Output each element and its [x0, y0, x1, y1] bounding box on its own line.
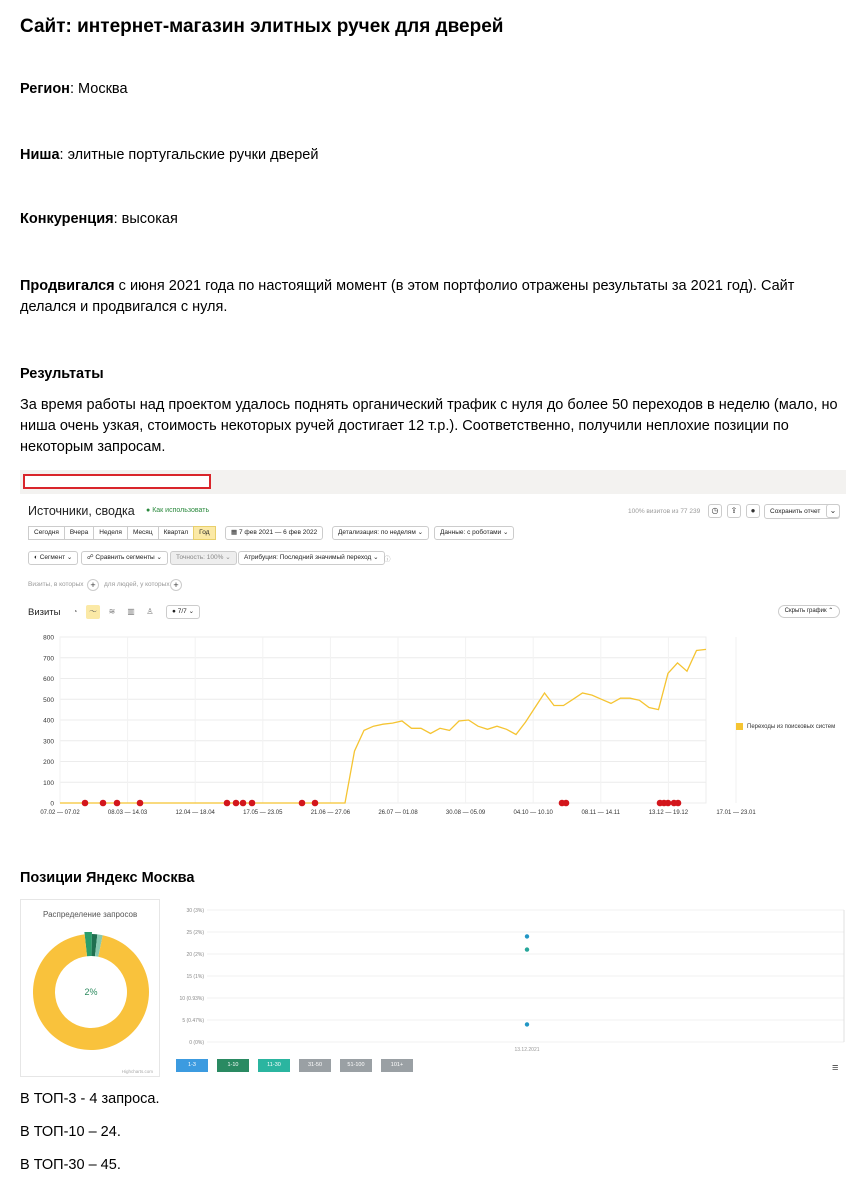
range-button-1-3[interactable]: 1-3: [176, 1059, 208, 1072]
chart-legend[interactable]: [736, 723, 835, 730]
y-tick-label: 300: [43, 738, 54, 746]
detail-text: Детализация: по неделям: [338, 529, 416, 536]
chevron-down-icon[interactable]: ⌄: [826, 504, 840, 518]
series-selector[interactable]: ● 7/7 ⌄: [166, 605, 200, 619]
x-tick-label: 30.08 — 05.09: [445, 810, 486, 816]
x-tick-label: 26.07 — 01.08: [378, 810, 418, 816]
x-tick-label: 08.11 — 14.11: [581, 810, 621, 816]
highcharts-credit: Highcharts.com: [121, 1069, 153, 1074]
visits-total: 100% визитов из 77 239: [628, 508, 701, 515]
y-tick-label: 10 (0.93%): [179, 996, 204, 1002]
line-chart-icon[interactable]: 〜: [86, 605, 100, 619]
y-tick-label: 400: [43, 717, 54, 725]
legend-swatch: [736, 723, 743, 730]
y-tick-label: 15 (1%): [186, 974, 204, 980]
y-tick-label: 25 (2%): [186, 930, 204, 936]
scatter-point: [525, 934, 529, 938]
period-month[interactable]: Месяц: [127, 526, 159, 540]
report-title: Источники, сводка: [28, 504, 135, 518]
clock-icon[interactable]: ◷: [708, 504, 722, 518]
range-button-11-30[interactable]: 11-30: [258, 1059, 290, 1072]
y-tick-label: 800: [43, 634, 54, 642]
y-tick-label: 500: [43, 696, 54, 704]
x-tick-label: 13.12 — 19.12: [648, 810, 689, 816]
y-tick-label: 700: [43, 655, 54, 663]
metrika-screenshot: [20, 470, 846, 822]
x-tick-label: 17.05 — 23.05: [243, 810, 283, 816]
positions-screenshot: [20, 899, 846, 1079]
scatter-point: [525, 1022, 529, 1026]
results-line-3: некоторым запросам.: [20, 439, 166, 455]
add-people-condition-icon[interactable]: +: [170, 579, 182, 591]
distribution-donut: [31, 932, 151, 1052]
compare-segments-button[interactable]: ☍ Сравнить сегменты ⌄: [81, 551, 168, 565]
promo-label: Продвигался: [20, 278, 115, 294]
niche-value: : элитные португальские ручки дверей: [59, 147, 319, 163]
donut-center-label: 2%: [84, 987, 98, 997]
top30-line: В ТОП-30 – 45.: [20, 1157, 121, 1173]
range-button-101plus[interactable]: 101+: [381, 1059, 413, 1072]
x-tick-label: 07.02 — 07.02: [40, 810, 80, 816]
y-tick-label: 600: [43, 676, 54, 683]
distribution-title: Распределение запросов: [43, 910, 138, 919]
date-range-picker[interactable]: ▦ 7 фев 2021 — 6 фев 2022: [225, 526, 323, 540]
y-tick-label: 200: [43, 759, 54, 766]
data-mode-text: Данные: с роботами: [440, 529, 502, 536]
range-button-31-50[interactable]: 31-50: [299, 1059, 331, 1072]
range-button-51-100[interactable]: 51-100: [340, 1059, 372, 1072]
annotation-marker: [249, 800, 256, 807]
period-year[interactable]: Год: [193, 526, 215, 540]
distribution-panel: [20, 899, 160, 1077]
hide-chart-button[interactable]: Скрыть график ⌃: [778, 605, 840, 618]
series-line: [60, 649, 706, 803]
attribution-dropdown[interactable]: Атрибуция: Последний значимый переход ⌄: [238, 551, 385, 565]
annotation-marker: [114, 800, 121, 807]
annotation-marker: [312, 800, 319, 807]
competition-label: Конкуренция: [20, 211, 114, 227]
visits-line-chart: [20, 625, 846, 822]
annotation-marker: [675, 800, 682, 807]
bar-chart-icon[interactable]: ▥: [127, 607, 135, 616]
top10-line: В ТОП-10 – 24.: [20, 1124, 121, 1140]
scatter-point: [525, 947, 529, 951]
people-where-label: для людей, у которых: [104, 581, 170, 588]
x-tick-label: 12.04 — 18.04: [175, 810, 215, 816]
annotation-marker: [233, 800, 240, 807]
results-heading-text: Результаты: [20, 366, 104, 382]
annotation-marker: [100, 800, 107, 807]
annotation-marker: [299, 800, 306, 807]
y-tick-label: 20 (2%): [186, 952, 204, 958]
promo-paragraph: [20, 276, 794, 318]
area-chart-icon[interactable]: ≋: [108, 607, 116, 616]
results-line-1: За время работы над проектом удалось поднять органический трафик с нуля до более 50 переходов в неделю (мало, но: [20, 397, 838, 413]
redacted-url-box: [23, 474, 211, 489]
annotation-marker: [224, 800, 231, 807]
competition-value: : высокая: [113, 211, 178, 227]
y-tick-label: 0 (0%): [189, 1040, 204, 1046]
page-title: Сайт: интернет-магазин элитных ручек для дверей: [20, 16, 504, 37]
segment-text: Сегмент: [39, 554, 66, 561]
x-tick-label: 13.12.2021: [514, 1047, 540, 1053]
x-tick-label: 17.01 — 23.01: [716, 810, 756, 816]
pie-chart-icon[interactable]: ◔: [72, 607, 78, 616]
annotation-marker: [563, 800, 570, 807]
competition-line: [20, 209, 178, 230]
visits-where-label: Визиты, в которых: [28, 581, 84, 588]
hide-chart-text: Скрыть график: [784, 608, 827, 614]
accuracy-dropdown[interactable]: Точность: 100% ⌄: [170, 551, 237, 565]
positions-heading-text: Позиции Яндекс Москва: [20, 870, 195, 886]
add-visits-condition-icon[interactable]: +: [87, 579, 99, 591]
detail-dropdown[interactable]: Детализация: по неделям ⌄: [332, 526, 429, 540]
region-label: Регион: [20, 81, 70, 97]
positions-heading: [20, 868, 194, 889]
save-report-label: Сохранить отчет: [770, 508, 821, 515]
x-tick-label: 21.06 — 27.06: [310, 810, 351, 816]
x-tick-label: 08.03 — 14.03: [107, 810, 148, 816]
region-value: : Москва: [69, 81, 128, 97]
y-tick-label: 0: [50, 800, 54, 808]
x-tick-label: 04.10 — 10.10: [513, 810, 553, 816]
niche-line: [20, 145, 318, 166]
people-icon[interactable]: ♙: [146, 607, 154, 616]
period-week[interactable]: Неделя: [93, 526, 128, 540]
date-range-text: 7 фев 2021 — 6 фев 2022: [238, 529, 318, 536]
annotation-marker: [137, 800, 144, 807]
results-heading: [20, 364, 104, 385]
range-button-1-10[interactable]: 1-10: [217, 1059, 249, 1072]
annotation-marker: [240, 800, 247, 807]
data-mode-dropdown[interactable]: Данные: с роботами ⌄: [434, 526, 514, 540]
how-to-use-text: Как использовать: [152, 507, 210, 514]
niche-label: Ниша: [20, 147, 60, 163]
results-paragraph: [20, 395, 838, 458]
compare-text: Сравнить сегменты: [95, 554, 155, 561]
period-today[interactable]: Сегодня: [28, 526, 65, 540]
top3-line: В ТОП-3 - 4 запроса.: [20, 1091, 160, 1107]
promo-line-2: делался и продвигался с нуля.: [20, 299, 228, 315]
share-icon[interactable]: ●: [746, 504, 760, 518]
period-yesterday[interactable]: Вчера: [64, 526, 94, 540]
accuracy-text: Точность: 100%: [176, 554, 224, 561]
results-line-2: ниша очень узкая, стоимость некоторых ручей достигает 12 т.р.). Соответственно, получили неплохие позиции по: [20, 418, 789, 434]
export-icon[interactable]: ⇪: [727, 504, 741, 518]
legend-label: Переходы из поисковых систем: [747, 723, 836, 730]
series-count: 7/7: [177, 608, 187, 615]
y-tick-label: 5 (0.47%): [182, 1018, 204, 1024]
period-quarter[interactable]: Квартал: [158, 526, 195, 540]
help-icon[interactable]: ⓘ: [384, 556, 391, 563]
period-selector: [28, 526, 215, 540]
how-to-use-link[interactable]: ● Как использовать: [146, 507, 210, 514]
visits-label: Визиты: [28, 607, 61, 618]
positions-scatter-chart: [175, 899, 846, 1057]
attribution-text: Атрибуция: Последний значимый переход: [244, 554, 372, 561]
annotation-marker: [82, 800, 89, 807]
promo-line-1: с июня 2021 года по настоящий момент (в этом портфолио отражены результаты за 2021 год). Сайт: [114, 278, 795, 294]
y-tick-label: 100: [43, 779, 54, 787]
menu-icon[interactable]: ≡: [832, 1062, 839, 1074]
annotation-marker: [665, 800, 672, 807]
region-line: [20, 79, 128, 100]
y-tick-label: 30 (3%): [186, 908, 204, 914]
segment-button[interactable]: ◐ Сегмент ⌄: [28, 551, 78, 565]
